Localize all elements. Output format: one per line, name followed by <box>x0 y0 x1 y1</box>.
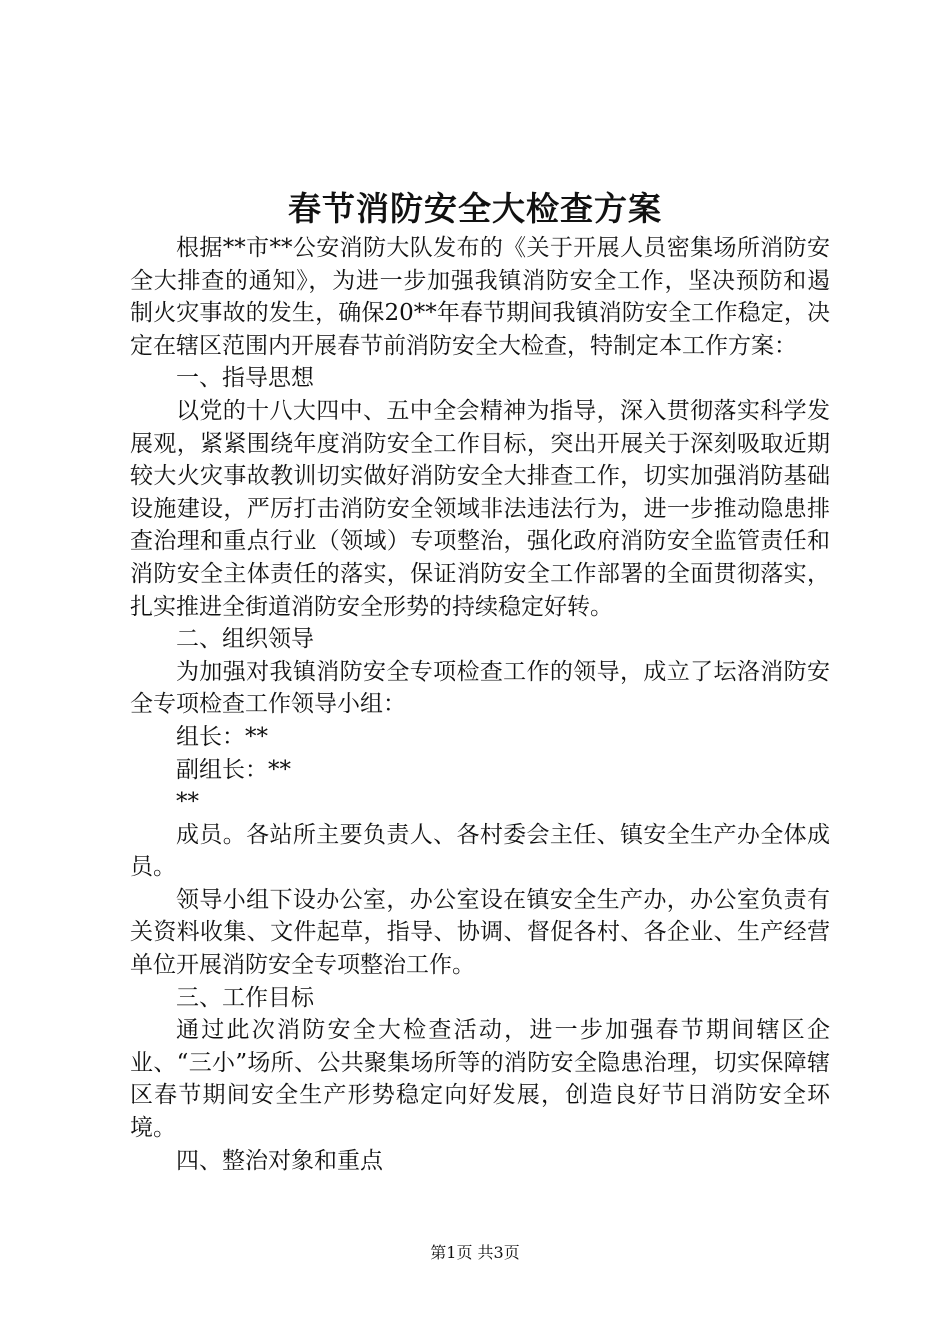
section-heading-targets: 四、整治对象和重点 <box>176 1147 383 1174</box>
paragraph-goals: 通过此次消防安全大检查活动，进一步加强春节期间辖区企业、“三小”场所、公共聚集场所等的消防安全隐患治理，切实保障辖区春节期间安全生产形势稳定向好发展，创造良好节日消防安全环境。 <box>130 1017 830 1142</box>
section-heading-guiding-ideology: 一、指导思想 <box>176 365 314 392</box>
paragraph-guiding-ideology: 以党的十八大四中、五中全会精神为指导，深入贯彻落实科学发展观，紧紧围绕年度消防安全工作目标，突出开展关于深刻吸取近期较大火灾事故教训切实做好消防安全大排查工作，切实加强消防基础设施建设，严厉打击消防安全领域非法违法行为，进一步推动隐患排查治理和重点行业（领域）专项整治，强化政府消防安全监管责任和消防安全主体责任的落实，保证消防安全工作部署的全面贯彻落实，扎实推进全街道消防安全形势的持续稳定好转。 <box>130 397 830 620</box>
document-title: 春节消防安全大检查方案 <box>288 189 662 228</box>
section-heading-organization: 二、组织领导 <box>176 626 314 653</box>
paragraph-intro: 根据**市**公安消防大队发布的《关于开展人员密集场所消防安全大排查的通知》，为进一步加强我镇消防安全工作，坚决预防和遏制火灾事故的发生，确保20**年春节期间我镇消防安全工作稳定，决定在辖区范围内开展春节前消防安全大检查，特制定本工作方案： <box>130 235 830 359</box>
paragraph-deputy-leader-extra: ** <box>176 789 199 816</box>
paragraph-team-leader: 组长：** <box>176 723 268 750</box>
paragraph-office: 领导小组下设办公室，办公室设在镇安全生产办，办公室负责有关资料收集、文件起草，指导、协调、督促各村、各企业、生产经营单位开展消防安全专项整治工作。 <box>130 886 830 979</box>
paragraph-members: 成员。各站所主要负责人、各村委会主任、镇安全生产办全体成员。 <box>130 821 830 881</box>
paragraph-deputy-leader: 副组长：** <box>176 756 291 783</box>
document-body <box>130 232 830 1177</box>
page-footer: 第1页 共3页 <box>430 1243 520 1262</box>
section-heading-goals: 三、工作目标 <box>176 984 314 1011</box>
paragraph-organization: 为加强对我镇消防安全专项检查工作的领导，成立了坛洛消防安全专项检查工作领导小组： <box>130 658 830 718</box>
